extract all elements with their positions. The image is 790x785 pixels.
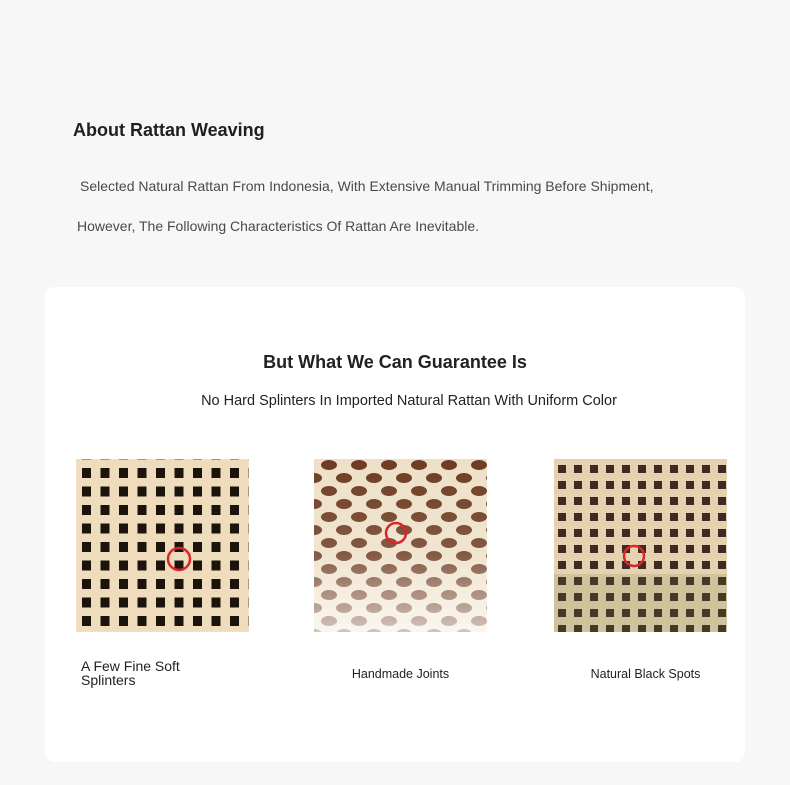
feature-caption-splinters: A Few Fine Soft Splinters (81, 658, 180, 688)
rattan-square-weave-dark-photo (554, 459, 727, 632)
rattan-hexagonal-weave-photo (314, 459, 487, 632)
feature-caption-joints: Handmade Joints (351, 667, 450, 681)
rattan-square-weave-photo (76, 459, 249, 632)
guarantee-subheading: No Hard Splinters In Imported Natural Rattan With Uniform Color (201, 393, 617, 409)
feature-caption-black-spots: Natural Black Spots (590, 667, 701, 681)
about-title: About Rattan Weaving (73, 120, 265, 140)
about-description-line-2: However, The Following Characteristics Of Rattan Are Inevitable. (77, 218, 480, 234)
about-description-line-1: Selected Natural Rattan From Indonesia, With Extensive Manual Trimming Before Shipment, (80, 178, 654, 194)
guarantee-card (45, 287, 745, 762)
guarantee-heading: But What We Can Guarantee Is (263, 352, 527, 372)
